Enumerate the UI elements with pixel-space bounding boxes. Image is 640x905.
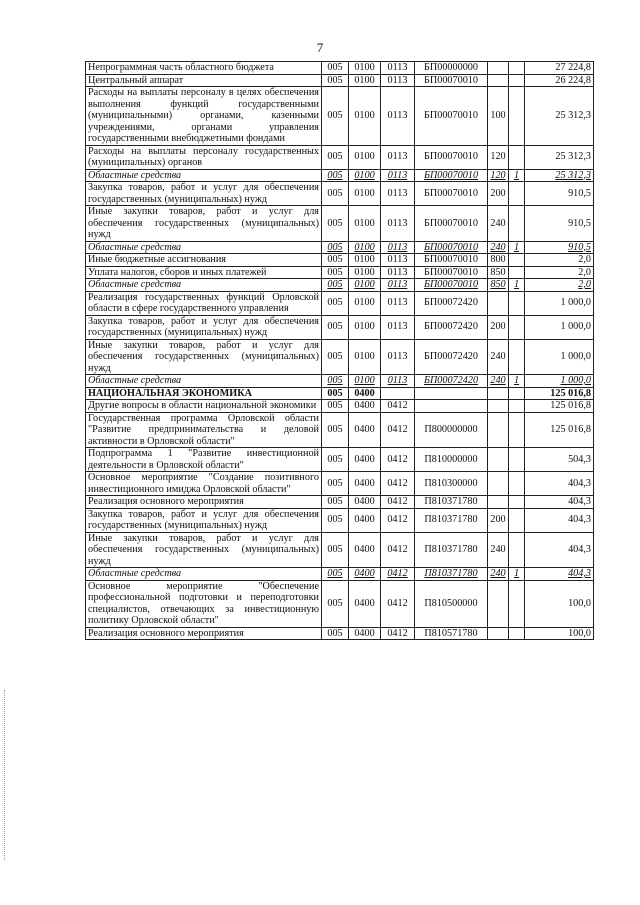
- row-name-cell: Подпрограмма 1 "Развитие инвестиционной деятельности в Орловской области": [86, 448, 322, 472]
- subsection-code-cell: 0113: [381, 291, 415, 315]
- table-row: [86, 62, 594, 75]
- expense-type-cell: 240: [488, 568, 509, 581]
- section-code-cell: 0100: [349, 182, 381, 206]
- expense-type-cell: [488, 627, 509, 640]
- subsection-code-cell: 0113: [381, 145, 415, 169]
- row-name-cell: Уплата налогов, сборов и иных платежей: [86, 266, 322, 279]
- fund-source-cell: [509, 472, 525, 496]
- table-row: [86, 387, 594, 400]
- table-row: [86, 532, 594, 568]
- fund-source-cell: [509, 400, 525, 413]
- section-code-cell: 0100: [349, 375, 381, 388]
- target-article-cell: БП00070010: [415, 254, 488, 267]
- target-article-cell: БП00070010: [415, 169, 488, 182]
- ministry-code-cell: 005: [322, 74, 349, 87]
- row-name-cell: Областные средства: [86, 169, 322, 182]
- row-name-cell: Основное мероприятие "Создание позитивного инвестиционного имиджа Орловской области": [86, 472, 322, 496]
- fund-source-cell: 1: [509, 279, 525, 292]
- target-article-cell: БП00072420: [415, 291, 488, 315]
- amount-cell: 125 016,8: [525, 400, 594, 413]
- subsection-code-cell: 0412: [381, 580, 415, 627]
- row-name-cell: Расходы на выплаты персоналу в целях обеспечения выполнения функций государственными (муниципальными) органами, казенными учреждениями, органами управления государственными внебюджетными фондами: [86, 87, 322, 146]
- amount-cell: 404,3: [525, 532, 594, 568]
- row-name-cell: Областные средства: [86, 241, 322, 254]
- target-article-cell: БП00070010: [415, 145, 488, 169]
- subsection-code-cell: 0113: [381, 182, 415, 206]
- subsection-code-cell: 0113: [381, 254, 415, 267]
- amount-cell: 504,3: [525, 448, 594, 472]
- target-article-cell: БП00070010: [415, 206, 488, 242]
- table-row: [86, 496, 594, 509]
- ministry-code-cell: 005: [322, 315, 349, 339]
- target-article-cell: П810371780: [415, 496, 488, 509]
- ministry-code-cell: 005: [322, 627, 349, 640]
- subsection-code-cell: 0412: [381, 448, 415, 472]
- target-article-cell: БП00072420: [415, 339, 488, 375]
- expense-type-cell: [488, 387, 509, 400]
- fund-source-cell: [509, 74, 525, 87]
- row-name-cell: Центральный аппарат: [86, 74, 322, 87]
- subsection-code-cell: 0412: [381, 568, 415, 581]
- expense-type-cell: 200: [488, 315, 509, 339]
- target-article-cell: П810000000: [415, 448, 488, 472]
- expense-type-cell: 240: [488, 339, 509, 375]
- fund-source-cell: [509, 627, 525, 640]
- expense-type-cell: [488, 580, 509, 627]
- target-article-cell: П810371780: [415, 508, 488, 532]
- ministry-code-cell: 005: [322, 279, 349, 292]
- table-row: [86, 266, 594, 279]
- section-code-cell: 0400: [349, 412, 381, 448]
- subsection-code-cell: 0113: [381, 206, 415, 242]
- section-code-cell: 0400: [349, 568, 381, 581]
- table-row: [86, 74, 594, 87]
- subsection-code-cell: 0113: [381, 169, 415, 182]
- row-name-cell: Реализация государственных функций Орловской области в сфере государственного управления: [86, 291, 322, 315]
- row-name-cell: Иные закупки товаров, работ и услуг для обеспечения государственных (муниципальных) нужд: [86, 339, 322, 375]
- section-code-cell: 0400: [349, 580, 381, 627]
- expense-type-cell: 200: [488, 508, 509, 532]
- ministry-code-cell: 005: [322, 496, 349, 509]
- amount-cell: 26 224,8: [525, 74, 594, 87]
- amount-cell: 2,0: [525, 279, 594, 292]
- expense-type-cell: 240: [488, 206, 509, 242]
- target-article-cell: [415, 400, 488, 413]
- expense-type-cell: [488, 400, 509, 413]
- amount-cell: 2,0: [525, 266, 594, 279]
- amount-cell: 910,5: [525, 182, 594, 206]
- section-code-cell: 0100: [349, 254, 381, 267]
- amount-cell: 404,3: [525, 508, 594, 532]
- expense-type-cell: [488, 448, 509, 472]
- page-number: 7: [316, 40, 324, 55]
- expense-type-cell: [488, 412, 509, 448]
- fund-source-cell: [509, 532, 525, 568]
- table-row: [86, 580, 594, 627]
- subsection-code-cell: 0412: [381, 472, 415, 496]
- table-row: [86, 627, 594, 640]
- target-article-cell: БП00070010: [415, 241, 488, 254]
- expense-type-cell: 850: [488, 279, 509, 292]
- fund-source-cell: [509, 339, 525, 375]
- fund-source-cell: [509, 580, 525, 627]
- subsection-code-cell: 0113: [381, 241, 415, 254]
- fund-source-cell: 1: [509, 568, 525, 581]
- target-article-cell: БП00070010: [415, 87, 488, 146]
- target-article-cell: БП00070010: [415, 266, 488, 279]
- amount-cell: 2,0: [525, 254, 594, 267]
- amount-cell: 404,3: [525, 472, 594, 496]
- amount-cell: 404,3: [525, 496, 594, 509]
- section-code-cell: 0400: [349, 400, 381, 413]
- row-name-cell: Иные бюджетные ассигнования: [86, 254, 322, 267]
- ministry-code-cell: 005: [322, 339, 349, 375]
- amount-cell: 1 000,0: [525, 291, 594, 315]
- ministry-code-cell: 005: [322, 241, 349, 254]
- target-article-cell: П810371780: [415, 568, 488, 581]
- target-article-cell: БП00070010: [415, 279, 488, 292]
- amount-cell: 25 312,3: [525, 145, 594, 169]
- subsection-code-cell: 0113: [381, 339, 415, 375]
- expense-type-cell: 850: [488, 266, 509, 279]
- table-row: [86, 400, 594, 413]
- expense-type-cell: 100: [488, 87, 509, 146]
- fund-source-cell: [509, 266, 525, 279]
- row-name-cell: Областные средства: [86, 375, 322, 388]
- subsection-code-cell: 0412: [381, 496, 415, 509]
- expense-type-cell: [488, 74, 509, 87]
- row-name-cell: Государственная программа Орловской области "Развитие предпринимательства и деловой активности в Орловской области": [86, 412, 322, 448]
- section-code-cell: 0100: [349, 241, 381, 254]
- subsection-code-cell: 0113: [381, 87, 415, 146]
- row-name-cell: Иные закупки товаров, работ и услуг для обеспечения государственных (муниципальных) нужд: [86, 206, 322, 242]
- amount-cell: 910,5: [525, 206, 594, 242]
- section-code-cell: 0100: [349, 74, 381, 87]
- expense-type-cell: [488, 291, 509, 315]
- table-row: [86, 568, 594, 581]
- amount-cell: 100,0: [525, 580, 594, 627]
- fund-source-cell: [509, 145, 525, 169]
- fund-source-cell: [509, 87, 525, 146]
- ministry-code-cell: 005: [322, 87, 349, 146]
- subsection-code-cell: 0412: [381, 400, 415, 413]
- row-name-cell: Другие вопросы в области национальной экономики: [86, 400, 322, 413]
- ministry-code-cell: 005: [322, 532, 349, 568]
- section-code-cell: 0100: [349, 279, 381, 292]
- target-article-cell: П810371780: [415, 532, 488, 568]
- row-name-cell: Закупка товаров, работ и услуг для обеспечения государственных (муниципальных) нужд: [86, 182, 322, 206]
- budget-table: [85, 61, 594, 640]
- fund-source-cell: 1: [509, 241, 525, 254]
- amount-cell: 1 000,0: [525, 339, 594, 375]
- section-code-cell: 0400: [349, 496, 381, 509]
- amount-cell: 25 312,3: [525, 87, 594, 146]
- section-code-cell: 0100: [349, 339, 381, 375]
- table-row: [86, 472, 594, 496]
- ministry-code-cell: 005: [322, 206, 349, 242]
- table-row: [86, 448, 594, 472]
- subsection-code-cell: 0113: [381, 375, 415, 388]
- ministry-code-cell: 005: [322, 62, 349, 75]
- target-article-cell: БП00070010: [415, 182, 488, 206]
- target-article-cell: БП00070010: [415, 74, 488, 87]
- fund-source-cell: [509, 291, 525, 315]
- ministry-code-cell: 005: [322, 169, 349, 182]
- subsection-code-cell: 0412: [381, 627, 415, 640]
- section-code-cell: 0400: [349, 627, 381, 640]
- row-name-cell: Основное мероприятие "Обеспечение профессиональной подготовки и переподготовки специалистов, отвечающих за инвестиционную политику Орловской области": [86, 580, 322, 627]
- section-code-cell: 0400: [349, 532, 381, 568]
- fund-source-cell: 1: [509, 375, 525, 388]
- subsection-code-cell: 0113: [381, 62, 415, 75]
- subsection-code-cell: [381, 387, 415, 400]
- expense-type-cell: [488, 496, 509, 509]
- row-name-cell: Иные закупки товаров, работ и услуг для обеспечения государственных (муниципальных) нужд: [86, 532, 322, 568]
- expense-type-cell: 120: [488, 145, 509, 169]
- table-row: [86, 375, 594, 388]
- expense-type-cell: 240: [488, 532, 509, 568]
- table-row: [86, 169, 594, 182]
- row-name-cell: Расходы на выплаты персоналу государственных (муниципальных) органов: [86, 145, 322, 169]
- section-code-cell: 0100: [349, 206, 381, 242]
- amount-cell: 910,5: [525, 241, 594, 254]
- fund-source-cell: [509, 412, 525, 448]
- target-article-cell: П810500000: [415, 580, 488, 627]
- amount-cell: 404,3: [525, 568, 594, 581]
- fund-source-cell: [509, 182, 525, 206]
- subsection-code-cell: 0113: [381, 279, 415, 292]
- subsection-code-cell: 0113: [381, 315, 415, 339]
- ministry-code-cell: 005: [322, 508, 349, 532]
- fund-source-cell: [509, 496, 525, 509]
- row-name-cell: НАЦИОНАЛЬНАЯ ЭКОНОМИКА: [86, 387, 322, 400]
- table-row: [86, 87, 594, 146]
- section-code-cell: 0400: [349, 508, 381, 532]
- expense-type-cell: 800: [488, 254, 509, 267]
- ministry-code-cell: 005: [322, 266, 349, 279]
- section-code-cell: 0100: [349, 169, 381, 182]
- section-code-cell: 0100: [349, 145, 381, 169]
- row-name-cell: Областные средства: [86, 568, 322, 581]
- target-article-cell: [415, 387, 488, 400]
- expense-type-cell: 240: [488, 375, 509, 388]
- section-code-cell: 0100: [349, 266, 381, 279]
- fund-source-cell: [509, 315, 525, 339]
- fund-source-cell: [509, 254, 525, 267]
- amount-cell: 125 016,8: [525, 412, 594, 448]
- table-row: [86, 182, 594, 206]
- subsection-code-cell: 0412: [381, 412, 415, 448]
- subsection-code-cell: 0412: [381, 508, 415, 532]
- table-row: [86, 339, 594, 375]
- target-article-cell: П810300000: [415, 472, 488, 496]
- row-name-cell: Реализация основного мероприятия: [86, 496, 322, 509]
- target-article-cell: П810571780: [415, 627, 488, 640]
- amount-cell: 100,0: [525, 627, 594, 640]
- expense-type-cell: [488, 472, 509, 496]
- target-article-cell: БП00000000: [415, 62, 488, 75]
- ministry-code-cell: 005: [322, 145, 349, 169]
- expense-type-cell: [488, 62, 509, 75]
- ministry-code-cell: 005: [322, 400, 349, 413]
- row-name-cell: Закупка товаров, работ и услуг для обеспечения государственных (муниципальных) нужд: [86, 315, 322, 339]
- row-name-cell: Реализация основного мероприятия: [86, 627, 322, 640]
- ministry-code-cell: 005: [322, 182, 349, 206]
- expense-type-cell: 120: [488, 169, 509, 182]
- subsection-code-cell: 0113: [381, 74, 415, 87]
- section-code-cell: 0100: [349, 291, 381, 315]
- scan-margin-mark: [4, 690, 7, 860]
- ministry-code-cell: 005: [322, 568, 349, 581]
- section-code-cell: 0400: [349, 448, 381, 472]
- table-row: [86, 279, 594, 292]
- ministry-code-cell: 005: [322, 375, 349, 388]
- ministry-code-cell: 005: [322, 291, 349, 315]
- fund-source-cell: [509, 206, 525, 242]
- row-name-cell: Областные средства: [86, 279, 322, 292]
- table-row: [86, 145, 594, 169]
- ministry-code-cell: 005: [322, 387, 349, 400]
- ministry-code-cell: 005: [322, 448, 349, 472]
- target-article-cell: БП00072420: [415, 375, 488, 388]
- row-name-cell: Закупка товаров, работ и услуг для обеспечения государственных (муниципальных) нужд: [86, 508, 322, 532]
- expense-type-cell: 200: [488, 182, 509, 206]
- ministry-code-cell: 005: [322, 472, 349, 496]
- fund-source-cell: [509, 387, 525, 400]
- fund-source-cell: [509, 508, 525, 532]
- amount-cell: 1 000,0: [525, 315, 594, 339]
- target-article-cell: П800000000: [415, 412, 488, 448]
- subsection-code-cell: 0113: [381, 266, 415, 279]
- amount-cell: 25 312,3: [525, 169, 594, 182]
- table-row: [86, 508, 594, 532]
- table-row: [86, 315, 594, 339]
- fund-source-cell: [509, 448, 525, 472]
- table-row: [86, 412, 594, 448]
- section-code-cell: 0400: [349, 387, 381, 400]
- amount-cell: 27 224,8: [525, 62, 594, 75]
- ministry-code-cell: 005: [322, 254, 349, 267]
- section-code-cell: 0100: [349, 315, 381, 339]
- row-name-cell: Непрограммная часть областного бюджета: [86, 62, 322, 75]
- subsection-code-cell: 0412: [381, 532, 415, 568]
- expense-type-cell: 240: [488, 241, 509, 254]
- table-row: [86, 206, 594, 242]
- amount-cell: 1 000,0: [525, 375, 594, 388]
- fund-source-cell: 1: [509, 169, 525, 182]
- fund-source-cell: [509, 62, 525, 75]
- table-row: [86, 241, 594, 254]
- section-code-cell: 0100: [349, 62, 381, 75]
- ministry-code-cell: 005: [322, 412, 349, 448]
- ministry-code-cell: 005: [322, 580, 349, 627]
- table-row: [86, 254, 594, 267]
- section-code-cell: 0100: [349, 87, 381, 146]
- target-article-cell: БП00072420: [415, 315, 488, 339]
- table-row: [86, 291, 594, 315]
- section-code-cell: 0400: [349, 472, 381, 496]
- amount-cell: 125 016,8: [525, 387, 594, 400]
